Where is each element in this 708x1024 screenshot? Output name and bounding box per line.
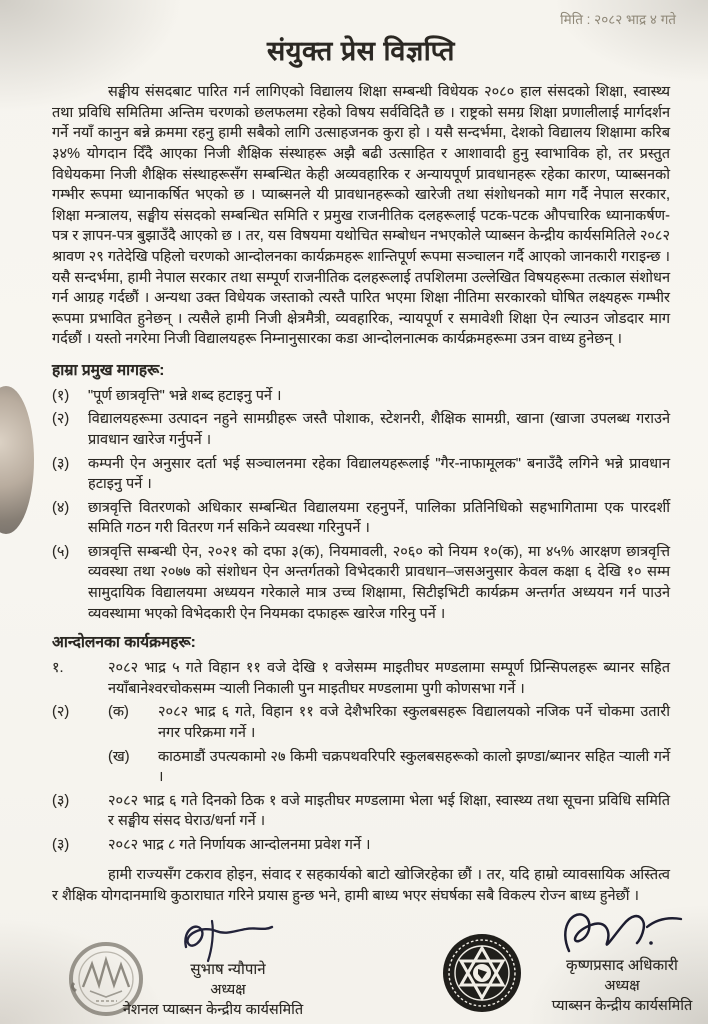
program-item [52,747,670,788]
demand-item [52,409,670,450]
date-line: मिति : २०८२ भाद्र ४ गते [560,12,676,27]
demand-label: (४) [52,499,70,516]
signatory-org: नेशनल प्याब्सन केन्द्रीय कार्यसमिति [122,1002,304,1019]
program-label: (२) [52,704,70,721]
scan-artifact-shape [0,386,34,534]
program-text: २०८२ भाद्र ५ गते विहान ११ वजे देखि १ वजेसम्म माइतीघर मण्डलामा सम्पूर्ण प्रिन्सिपलहरू ब्यानर सहित नयाँबानेश्वरचोकसम्म ऱ्याली निकाली पुन माइतीघर मण्डलामा पुगी कोणसभा गर्ने । [108,660,670,697]
demand-text: छात्रवृत्ति सम्बन्धी ऐन, २०२१ को दफा ३(क), नियमावली, २०६० को नियम १०(क), मा ४५% आरक्षण छात्रवृत्ति व्यवस्था तथा २०७७ को संशोधन ऐन अन्तर्गतको विभेदकारी प्रावधान–जसअनुसार केवल कक्षा ६ देखि १० सम्म सामुदायिक विद्यालयमा अध्ययन गरेकाले मात्र उच्च शिक्षामा, सिटीइभिटी कार्यक्रम अन्तर्गत अध्ययन गर्न पाउने व्यवस्थामा भएको विभेदकारी ऐन नियमका दफाहरू खारेज गरिनु पर्ने । [88,543,670,622]
demand-label: (५) [52,543,70,560]
program-item [52,835,670,856]
program-label: (३) [52,792,70,809]
signatory-role: अध्यक्ष [604,977,640,994]
closing-paragraph: हामी राज्यसँग टकराव होइन, संवाद र सहकार्यको बाटो खोजिरहेका छौं । तर, यदि हाम्रो व्यावसायिक अस्तित्व र शैक्षिक योगदानमाथि कुठाराघात गरिने प्रयास हुन्छ भने, हामी बाध्य भएर संघर्षका सबै विकल्प रोज्न बाध्य हुनेछौं । [52,867,670,904]
program-item [52,702,670,743]
demand-text: "पूर्ण छात्रवृत्ति" भन्ने शब्द हटाइनु पर्ने । [88,387,282,404]
demand-item [52,542,670,624]
program-item [52,658,670,699]
program-text: २०८२ भाद्र ८ गते निर्णायक आन्दोलनमा प्रवेश गर्ने । [108,836,371,853]
demand-label: (२) [52,411,70,428]
signatory-org: प्याब्सन केन्द्रीय कार्यसमिति [551,998,693,1015]
demand-text: विद्यालयहरूमा उत्पादन नहुने सामग्रीहरू जस्तै पोशाक, स्टेशनरी, शैक्षिक सामग्री, खाना (खाजा उपलब्ध गराउने प्रावधान खारेज गर्नुपर्ने । [88,411,670,448]
programs-list [52,658,670,855]
demand-label: (१) [52,387,70,404]
demand-item [52,498,670,539]
page-title: संयुक्त प्रेस विज्ञप्ति [267,36,455,66]
demands-list [52,386,670,624]
signatory-right-details [512,903,708,1017]
right-signature-icon [547,903,697,959]
programs-heading: आन्दोलनका कार्यक्रमहरू: [52,634,196,652]
demands-heading: हाम्रा प्रमुख मागहरू: [52,361,165,379]
signatory-role: अध्यक्ष [210,981,246,998]
signatory-name: कृष्णप्रसाद अधिकारी [566,956,678,974]
intro-paragraph: सङ्घीय संसदबाट पारित गर्न लागिएको विद्यालय शिक्षा सम्बन्धी विधेयक २०८० हाल संसदको शिक्षा, स्वास्थ्य तथा प्रविधि समितिमा अन्तिम चरणको छलफलमा रहेको विषय सर्वविदितै छ । राष्ट्रको समग्र शिक्षा प्रणालीलाई मार्गदर्शन गर्ने नयाँ कानुन बन्ने क्रममा रहनु हामी सबैको लागि उत्साहजनक कुरा हो । यसै सन्दर्भमा, देशको विद्यालय शिक्षामा करिब ३४% योगदान दिँदै आएका निजी शैक्षिक संस्थाहरू अझै बढी उत्साहित र आशावादी हुनु स्वाभाविक हो, तर प्रस्तुत विधेयकमा निजी शैक्षिक संस्थाहरूसँग सम्बन्धित केही अव्यवहारिक र अन्यायपूर्ण प्रावधानहरू रहेका कारण, प्याब्सनको गम्भीर रूपमा ध्यानाकर्षित भएको छ । प्याब्सनले यी प्रावधानहरूको खारेजी तथा संशोधनको माग गर्दै नेपाल सरकार, शिक्षा मन्त्रालय, सङ्घीय संसदको सम्बन्धित समिति र प्रमुख राजनीतिक दलहरूलाई पटक-पटक औपचारिक ध्यानाकर्षण-पत्र र ज्ञापन-पत्र बुझाउँदै आएको छ । तर, यस विषयमा यथोचित सम्बोधन नभएकोले प्याब्सन केन्द्रीय कार्यसमितिले २०८२ श्रावण २९ गतेदेखि पहिलो चरणको आन्दोलनका कार्यक्रमहरू शान्तिपूर्ण रूपमा सञ्चालन गर्दै आएको जानकारी गराइन्छ । यसै सन्दर्भमा, हामी नेपाल सरकार तथा सम्पूर्ण राजनीतिक दलहरूलाई तपशिलमा उल्लेखित विषयहरूमा तत्काल संशोधन गर्न आग्रह गर्दछौं । अन्यथा उक्त विधेयक जस्ताको त्यस्तै पारित भएमा शिक्षा नीतिमा सरकारको घोषित लक्ष्यहरू गम्भीर रूपमा प्रभावित हुनेछन् । त्यसैले हामी निजी क्षेत्रमैत्री, व्यवहारिक, न्यायपूर्ण र समावेशी शिक्षा ऐन ल्याउन जोडदार माग गर्दछौं । यस्तो नगरेमा निजी विद्यालयहरू निम्नानुसारका कडा आन्दोलनात्मक कार्यक्रमहरूमा उत्रन वाध्य हुनेछन् । [52,84,670,348]
program-sub-label: (ख) [108,748,130,765]
demand-text: छात्रवृत्ति वितरणको अधिकार सम्बन्धित विद्यालयमा रहनुपर्ने, पालिका प्रतिनिधिको सहभागितामा एक पारदर्शी समिति गठन गरी वितरण गर्न सकिने व्यवस्था गरिनुपर्ने । [88,499,670,537]
signatory-name: सुभाष न्यौपाने [190,960,266,978]
program-text: २०८२ भाद्र ६ गते दिनको ठिक १ वजे माइतीघर मण्डलामा भेला भई शिक्षा, स्वास्थ्य तथा सूचना प्रविधि समिति र सङ्घीय संसद घेराउ/धर्ना गर्ने । [108,792,670,830]
demand-text: कम्पनी ऐन अनुसार दर्ता भई सञ्चालनमा रहेका विद्यालयहरूलाई "गैर-नाफामूलक" बनाउँदै लगिने भन्ने प्रावधान हटाइनु पर्ने । [88,455,670,493]
program-sub-text: काठमाडौं उपत्यकामो २७ किमी चक्रपथवरिपरि स्कुलबसहरूको कालो झण्डा/ब्यानर सहित ऱ्याली गर्ने । [158,748,670,786]
demand-item [52,454,670,495]
program-label: (३) [52,836,70,853]
demand-label: (३) [52,455,70,472]
program-label: १. [52,660,64,677]
program-sub-text: २०८२ भाद्र ६ गते, विहान ११ वजे देशैभरिका स्कुलबसहरू विद्यालयको नजिक पर्ने चोकमा उतारी नगर परिक्रमा गर्ने । [158,704,670,741]
left-signature-icon [168,917,288,963]
demand-item [52,386,670,407]
signatory-left-details [98,917,358,1021]
signature-row [52,917,693,1024]
program-item [52,791,670,832]
spacer [52,747,108,788]
program-sub-label: (क) [108,704,129,721]
